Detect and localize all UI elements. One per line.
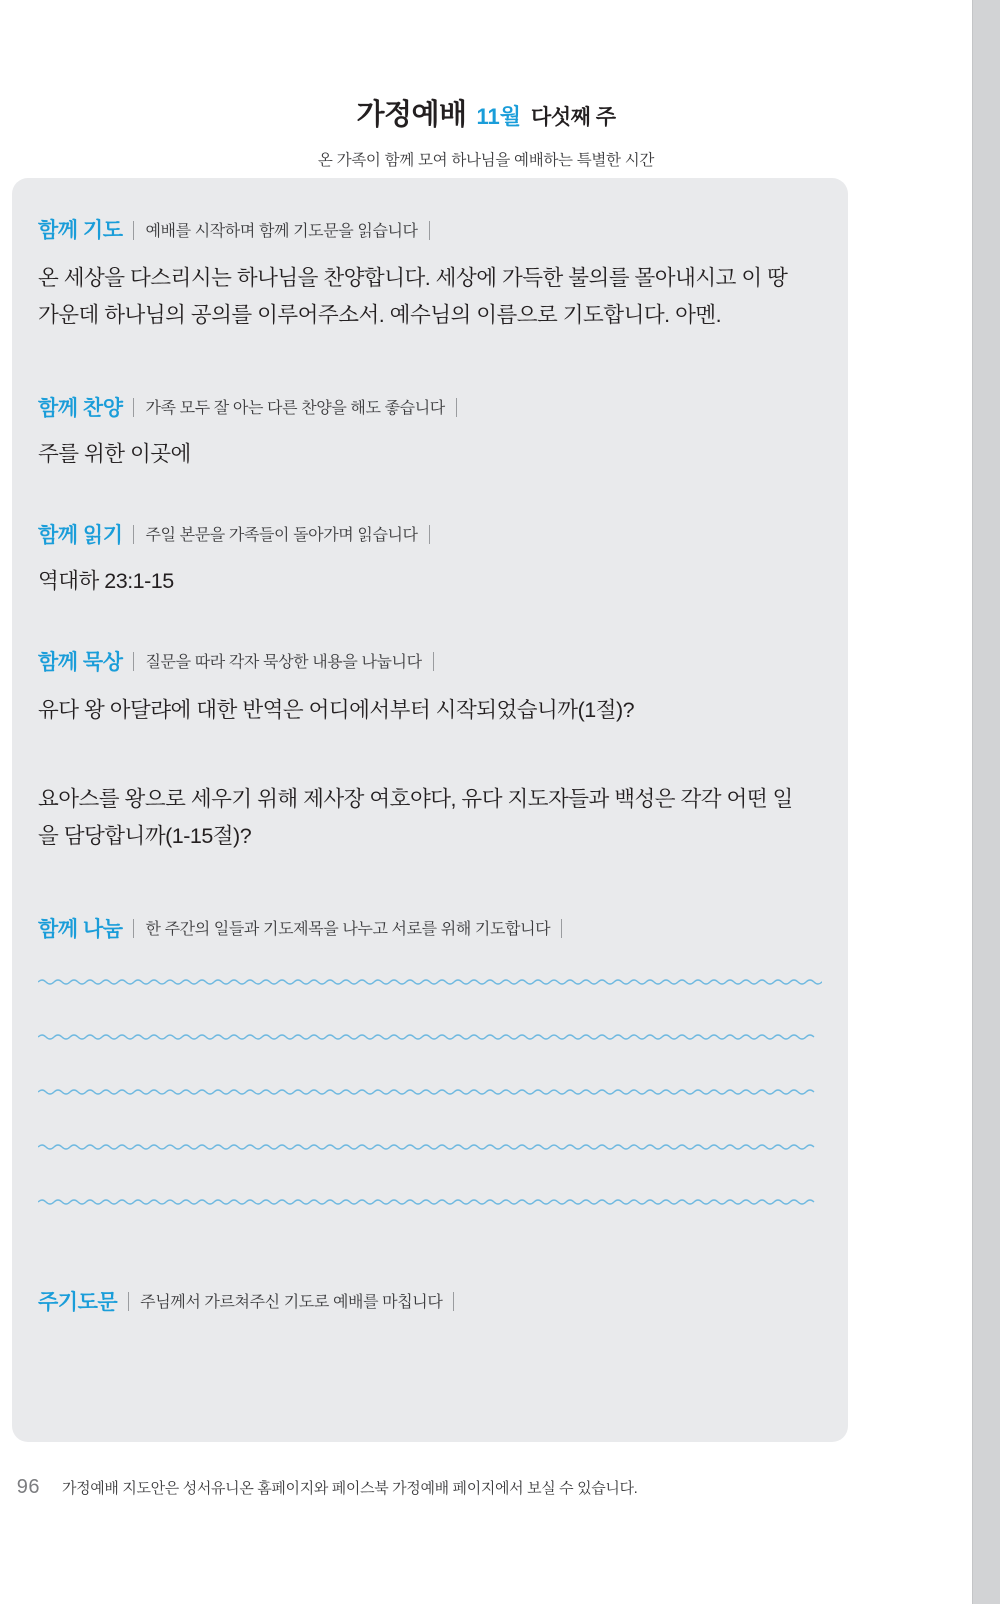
divider-bar-end bbox=[561, 919, 562, 938]
section-description: 가족 모두 잘 아는 다른 찬양을 해도 좋습니다 bbox=[145, 400, 445, 418]
page-header bbox=[0, 0, 972, 170]
wavy-note-line[interactable] bbox=[38, 1032, 822, 1042]
page-number: 96 bbox=[16, 1476, 40, 1498]
divider-bar-end bbox=[433, 652, 434, 671]
section-heading bbox=[38, 1286, 808, 1316]
section-description: 질문을 따라 각자 묵상한 내용을 나눕니다 bbox=[145, 654, 422, 672]
section-label: 주기도문 bbox=[38, 1290, 118, 1314]
divider-bar-end bbox=[453, 1292, 454, 1311]
section-label: 함께 기도 bbox=[38, 219, 123, 242]
section-sharing bbox=[38, 913, 808, 1207]
spacer bbox=[38, 729, 808, 765]
section-heading bbox=[38, 913, 808, 943]
section-heading bbox=[38, 214, 808, 244]
divider-bar bbox=[133, 525, 134, 544]
section-prayer bbox=[38, 214, 808, 334]
section-label: 함께 찬양 bbox=[38, 396, 123, 420]
page-title bbox=[0, 92, 972, 133]
divider-bar-end bbox=[456, 398, 457, 417]
wavy-note-line[interactable] bbox=[38, 977, 822, 987]
section-description: 한 주간의 일들과 기도제목을 나누고 서로를 위해 기도합니다 bbox=[145, 921, 551, 939]
note-lines[interactable] bbox=[38, 977, 808, 1207]
worship-card bbox=[12, 178, 848, 1442]
wavy-note-line[interactable] bbox=[38, 1197, 822, 1207]
spacer bbox=[38, 1252, 808, 1286]
section-heading bbox=[38, 519, 808, 549]
divider-bar bbox=[133, 398, 134, 417]
divider-bar bbox=[128, 1292, 129, 1311]
meditation-question-1: 유다 왕 아달랴에 대한 반역은 어디에서부터 시작되었습니까(1절)? bbox=[38, 697, 635, 722]
section-description: 주일 본문을 가족들이 돌아가며 읽습니다 bbox=[145, 527, 418, 545]
page-subtitle: 온 가족이 함께 모여 하나님을 예배하는 특별한 시간 bbox=[317, 152, 655, 169]
spacer bbox=[38, 855, 808, 913]
section-meditation bbox=[38, 646, 808, 855]
spacer bbox=[38, 473, 808, 519]
section-label: 함께 읽기 bbox=[38, 523, 123, 547]
title-main: 가정예배 bbox=[356, 99, 467, 131]
section-praise bbox=[38, 392, 808, 473]
title-week: 다섯째 주 bbox=[531, 106, 616, 129]
title-month: 11월 bbox=[476, 104, 522, 129]
praise-song-title: 주를 위한 이곳에 bbox=[38, 441, 191, 466]
section-lords-prayer bbox=[38, 1286, 808, 1316]
divider-bar bbox=[133, 919, 134, 938]
wavy-note-line[interactable] bbox=[38, 1087, 822, 1097]
section-reading bbox=[38, 519, 808, 600]
scripture-reference: 역대하 23:1-15 bbox=[38, 568, 174, 593]
section-label: 함께 나눔 bbox=[38, 917, 123, 941]
meditation-question-2: 요아스를 왕으로 세우기 위해 제사장 여호야다, 유다 지도자들과 백성은 각각 어떤 일을 담당합니까(1-15절)? bbox=[38, 786, 793, 848]
prayer-text: 온 세상을 다스리시는 하나님을 찬양합니다. 세상에 가득한 불의를 몰아내시고 이 땅 가운데 하나님의 공의를 이루어주소서. 예수님의 이름으로 기도합니다. 아멘. bbox=[38, 266, 788, 327]
page-edge-line bbox=[972, 0, 973, 1604]
section-description: 예배를 시작하며 함께 기도문을 읽습니다 bbox=[145, 222, 418, 240]
spacer bbox=[38, 600, 808, 646]
section-heading bbox=[38, 392, 808, 422]
section-description: 주님께서 가르쳐주신 기도로 예배를 마칩니다 bbox=[140, 1294, 443, 1312]
footer-note: 가정예배 지도안은 성서유니온 홈페이지와 페이스북 가정예배 페이지에서 보실 수 있습니다. bbox=[62, 1480, 638, 1497]
divider-bar bbox=[133, 652, 134, 671]
section-heading bbox=[38, 646, 808, 676]
divider-bar-end bbox=[429, 525, 430, 544]
page-footer bbox=[0, 1476, 972, 1499]
page-edge-strip bbox=[972, 0, 1000, 1604]
divider-bar bbox=[133, 221, 134, 240]
section-label: 함께 묵상 bbox=[38, 650, 123, 674]
wavy-note-line[interactable] bbox=[38, 1142, 822, 1152]
divider-bar-end bbox=[429, 221, 430, 240]
spacer bbox=[38, 334, 808, 392]
